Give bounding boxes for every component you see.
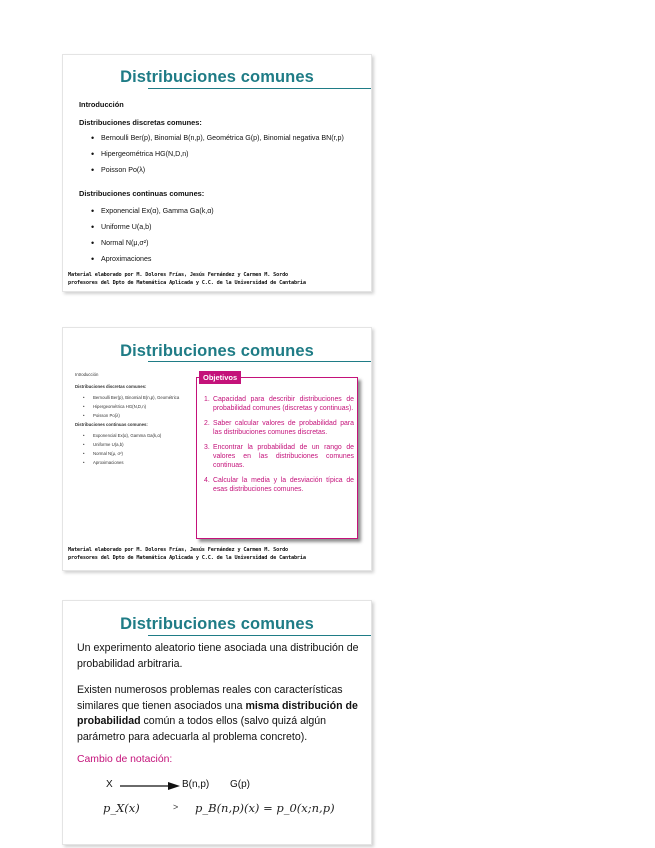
item-text: Calcular la media y la desviación típica de esas distribuciones comunes. [213,476,354,494]
objetivo-item [204,476,354,495]
formula-right: p_B(n,p)(x) = p_0(x;n,p) [195,801,335,815]
paragraph-1: Un experimento aleatorio tiene asociada una distribución de probabilidad arbitraria. [77,642,359,670]
item-number: 2. [204,419,210,427]
list-item: • Hipergeométrica HG(N,D,n) [91,149,363,159]
continuas-list [91,206,363,270]
list-item: • Hipergeométrica HG(N,D,n) [81,404,179,410]
list-item: • Uniforme U(a,b) [81,442,179,448]
slide-title: Distribuciones comunes [120,68,314,86]
list-item: • Exponencial Ex(α), Gamma Ga(k,α) [81,433,179,439]
item-text: Saber calcular valores de probabilidad para las distribuciones comunes discretas. [213,419,354,437]
continuas-heading: Distribuciones continuas comunes: [75,422,148,427]
list-item: • Bernoulli Ber(p), Binomial B(n,p), Geométrica [81,395,179,401]
slide-title: Distribuciones comunes [120,615,314,633]
continuas-heading: Distribuciones continuas comunes: [79,189,205,198]
footer-line: profesores del Dpto de Matemática Aplicada y C.C. de la Universidad de Cantabria [68,555,306,561]
title-underline [148,635,371,636]
slide-3 [62,600,372,845]
formula-arrow: > [173,802,179,812]
para-text: Existen numerosos problemas reales con características similares que tienen asociados una [77,684,343,712]
x-label: X [106,779,113,790]
objetivo-item [204,395,354,414]
item-text: Encontrar la probabilidad de un rango de valores en las distribuciones comunes continuas. [213,443,354,470]
list-item: • Aproximaciones [81,460,179,466]
item-number: 1. [204,396,210,403]
list-item: • Exponencial Ex(α), Gamma Ga(k,α) [91,206,363,216]
discretas-list [91,133,363,181]
objetivo-item [204,443,354,471]
list-item: • Uniforme U(a,b) [91,222,363,232]
footer-line: profesores del Dpto de Matemática Aplicada y C.C. de la Universidad de Cantabria [68,280,306,286]
list-item: • Normal N(μ,σ²) [91,238,363,248]
slide-footer [68,546,367,562]
footer-line: Material elaborado por M. Dolores Frías, Jesús Fernández y Carmen M. Sordo [68,272,289,278]
title-underline [148,361,371,362]
footer-line: Material elaborado por M. Dolores Frías, Jesús Fernández y Carmen M. Sordo [68,547,289,553]
objetivo-item [204,419,354,438]
item-number: 3. [204,443,210,451]
objetivos-box [196,377,358,539]
title-underline [148,88,371,89]
objetivos-label: Objetivos [199,371,241,384]
paragraph-2 [77,683,361,745]
discretas-list [75,395,179,419]
list-item: • Bernoulli Ber(p), Binomial B(n,p), Geométrica G(p), Binomial negativa BN(r,p) [91,133,363,143]
dist-geometric: G(p) [230,779,250,790]
intro-heading: Introducción [75,372,99,377]
list-item: • Poisson Po(λ) [81,413,179,419]
slide-1 [62,54,372,292]
slide-footer [68,271,367,287]
formula-left: p_X(x) [103,801,140,815]
discretas-heading: Distribuciones discretas comunes: [75,384,147,389]
para-bold: misma distribución de probabilidad [77,699,358,727]
objetivos-list [204,395,354,500]
list-item: • Aproximaciones [91,254,363,264]
dist-binomial: B(n,p) [182,779,210,790]
list-item: • Normal N(μ, σ²) [81,451,179,457]
discretas-heading: Distribuciones discretas comunes: [79,118,202,127]
notation-heading: Cambio de notación: [77,754,173,765]
continuas-list [75,433,179,466]
slide-title: Distribuciones comunes [120,342,314,360]
item-text: Capacidad para describir distribuciones de probabilidad comunes (discretas y continuas). [213,396,354,413]
para-text: común a todos ellos (salvo quizá algún parámetro para adecuarla al problema concreto). [77,715,327,743]
list-item: • Poisson Po(λ) [91,165,363,175]
arrow-icon [120,781,180,791]
slide-2 [62,327,372,571]
intro-heading: Introducción [79,100,124,109]
faded-outline [75,372,179,469]
item-number: 4. [204,476,210,484]
